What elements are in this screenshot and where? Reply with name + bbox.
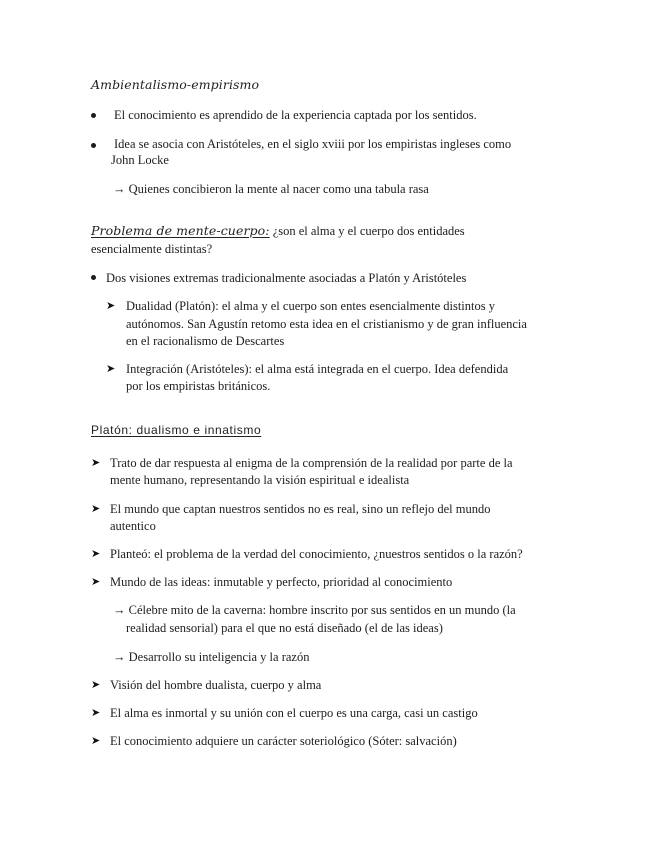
arrowhead-bullet-icon: ➤ — [106, 300, 116, 312]
s3-item5-text: Visión del hombre dualista, cuerpo y alma — [110, 678, 322, 692]
s1-bullet2-line1: Idea se asocia con Aristóteles, en el siglo xviii por los empiristas ingleses como — [114, 137, 512, 151]
s1-bullet2-line2: John Locke — [111, 153, 169, 167]
s3-arrow2-text: → Desarrollo su inteligencia y la razón — [113, 650, 310, 664]
s3-item1-line2: mente humano, representando la visión espiritual e idealista — [110, 473, 410, 487]
arrowhead-bullet-icon: ➤ — [91, 457, 101, 469]
s2-sub1-line2: autónomos. San Agustín retomo esta idea en el cristianismo y de gran influencia — [126, 317, 527, 331]
section-title-ambientalismo: Ambientalismo-empirismo — [91, 77, 260, 92]
s3-item3-text: Planteó: el problema de la verdad del conocimiento, ¿nuestros sentidos o la razón? — [110, 547, 523, 561]
s2-heading-line1 — [91, 222, 465, 240]
s3-arrow1-line1: → Célebre mito de la caverna: hombre inscrito por sus sentidos en un mundo (la — [113, 603, 516, 617]
s1-bullet1-text: El conocimiento es aprendido de la experiencia captada por los sentidos. — [114, 108, 477, 122]
arrowhead-bullet-icon: ➤ — [91, 576, 101, 588]
s2-sub1-line3: en el racionalismo de Descartes — [126, 334, 285, 348]
s3-item6-text: El alma es inmortal y su unión con el cuerpo es una carga, casi un castigo — [110, 706, 478, 720]
section-title-platon: Platón: dualismo e innatismo — [91, 423, 262, 437]
s3-item2-line1: El mundo que captan nuestros sentidos no es real, sino un reflejo del mundo — [110, 502, 491, 516]
s3-item2-line2: autentico — [110, 519, 156, 533]
section-title-mente-cuerpo: Problema de mente-cuerpo: — [91, 223, 270, 238]
arrowhead-bullet-icon: ➤ — [106, 363, 116, 375]
s3-item1-line1: Trato de dar respuesta al enigma de la comprensión de la realidad por parte de la — [110, 456, 513, 470]
s3-item4-text: Mundo de las ideas: inmutable y perfecto, prioridad al conocimiento — [110, 575, 453, 589]
s2-question-part1: ¿son el alma y el cuerpo dos entidades — [269, 224, 465, 238]
arrowhead-bullet-icon: ➤ — [91, 679, 101, 691]
s2-question-part2: esencialmente distintas? — [91, 242, 213, 256]
arrowhead-bullet-icon: ➤ — [91, 548, 101, 560]
s1-arrow-note: → Quienes concibieron la mente al nacer como una tabula rasa — [113, 182, 429, 196]
s2-sub2-line2: por los empiristas británicos. — [126, 379, 271, 393]
s2-sub1-line1: Dualidad (Platón): el alma y el cuerpo son entes esencialmente distintos y — [126, 299, 495, 313]
s2-bullet1-text: Dos visiones extremas tradicionalmente asociadas a Platón y Aristóteles — [106, 271, 467, 285]
s3-arrow1-line2: realidad sensorial) para el que no está diseñado (el de las ideas) — [126, 621, 443, 635]
arrowhead-bullet-icon: ➤ — [91, 503, 101, 515]
arrowhead-bullet-icon: ➤ — [91, 735, 101, 747]
s3-item7-text: El conocimiento adquiere un carácter soteriológico (Sóter: salvación) — [110, 734, 457, 748]
s2-sub2-line1: Integración (Aristóteles): el alma está integrada en el cuerpo. Idea defendida — [126, 362, 509, 376]
arrowhead-bullet-icon: ➤ — [91, 707, 101, 719]
